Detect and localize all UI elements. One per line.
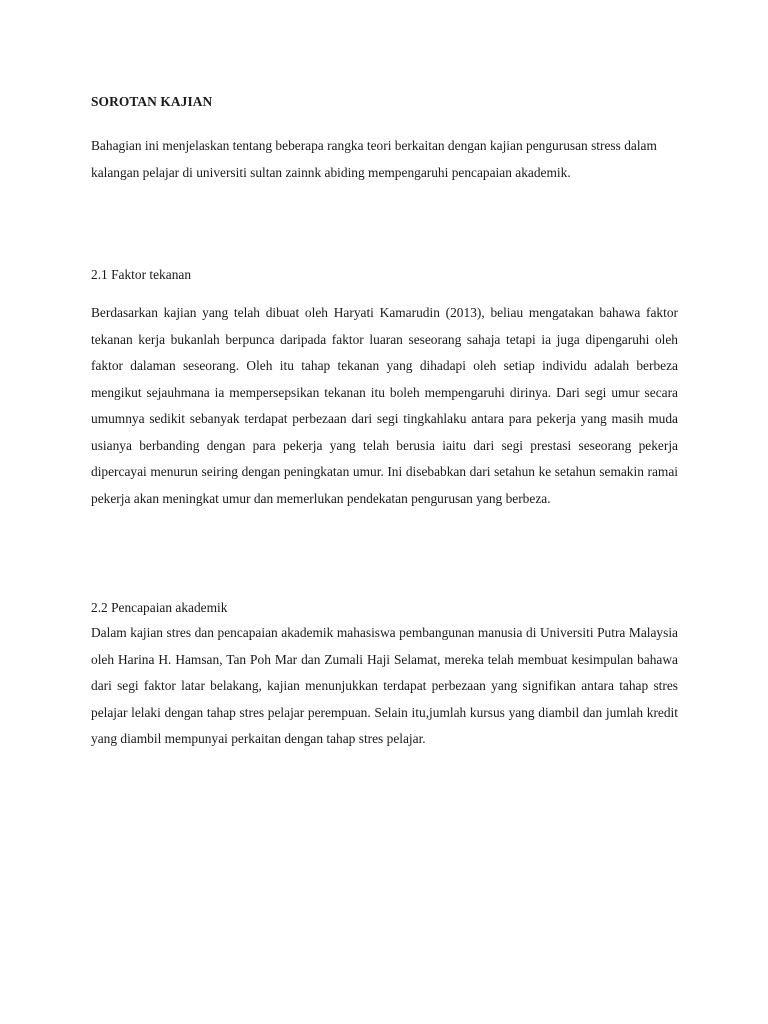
section-body-pencapaian-akademik: Dalam kajian stres dan pencapaian akademik mahasiswa pembangunan manusia di Universiti Putra Malaysia oleh Harina H. Hamsan, Tan Poh Mar dan Zumali Haji Selamat, mereka telah membuat kesimpulan bahawa dari segi faktor latar belakang, kajian menunjukkan terdapat perbezaan yang signifikan antara tahap stres pelajar lelaki dengan tahap stres pelajar perempuan. Selain itu,jumlah kursus yang diambil dan jumlah kredit yang diambil mempunyai perkaitan dengan tahap stres pelajar. bbox=[91, 625, 678, 746]
section-heading-pencapaian-akademik: 2.2 Pencapaian akademik bbox=[91, 600, 228, 615]
document-title: SOROTAN KAJIAN bbox=[91, 94, 213, 109]
section-body-faktor-tekanan: Berdasarkan kajian yang telah dibuat oleh Haryati Kamarudin (2013), beliau mengatakan bahawa faktor tekanan kerja bukanlah berpunca daripada faktor luaran seseorang sahaja tetapi ia juga dipengaruhi oleh faktor dalaman seseorang. Oleh itu tahap tekanan yang dihadapi oleh setiap individu adalah berbeza mengikut sejauhmana ia mempersepsikan tekanan itu boleh mempengaruhi dirinya. Dari segi umur secara umumnya sedikit sebanyak terdapat perbezaan dari segi tingkahlaku antara para pekerja yang masih muda usianya berbanding dengan para pekerja yang telah berusia iaitu dari segi prestasi seseorang pekerja dipercayai menurun seiring dengan peningkatan umur. Ini disebabkan dari setahun ke setahun semakin ramai pekerja akan meningkat umur dan memerlukan pendekatan pengurusan yang berbeza. bbox=[91, 305, 678, 506]
intro-paragraph: Bahagian ini menjelaskan tentang beberapa rangka teori berkaitan dengan kajian pengurusan stress dalam kalangan pelajar di universiti sultan zainnk abiding mempengaruhi pencapaian akademik. bbox=[91, 138, 657, 180]
section-heading-faktor-tekanan: 2.1 Faktor tekanan bbox=[91, 267, 192, 282]
